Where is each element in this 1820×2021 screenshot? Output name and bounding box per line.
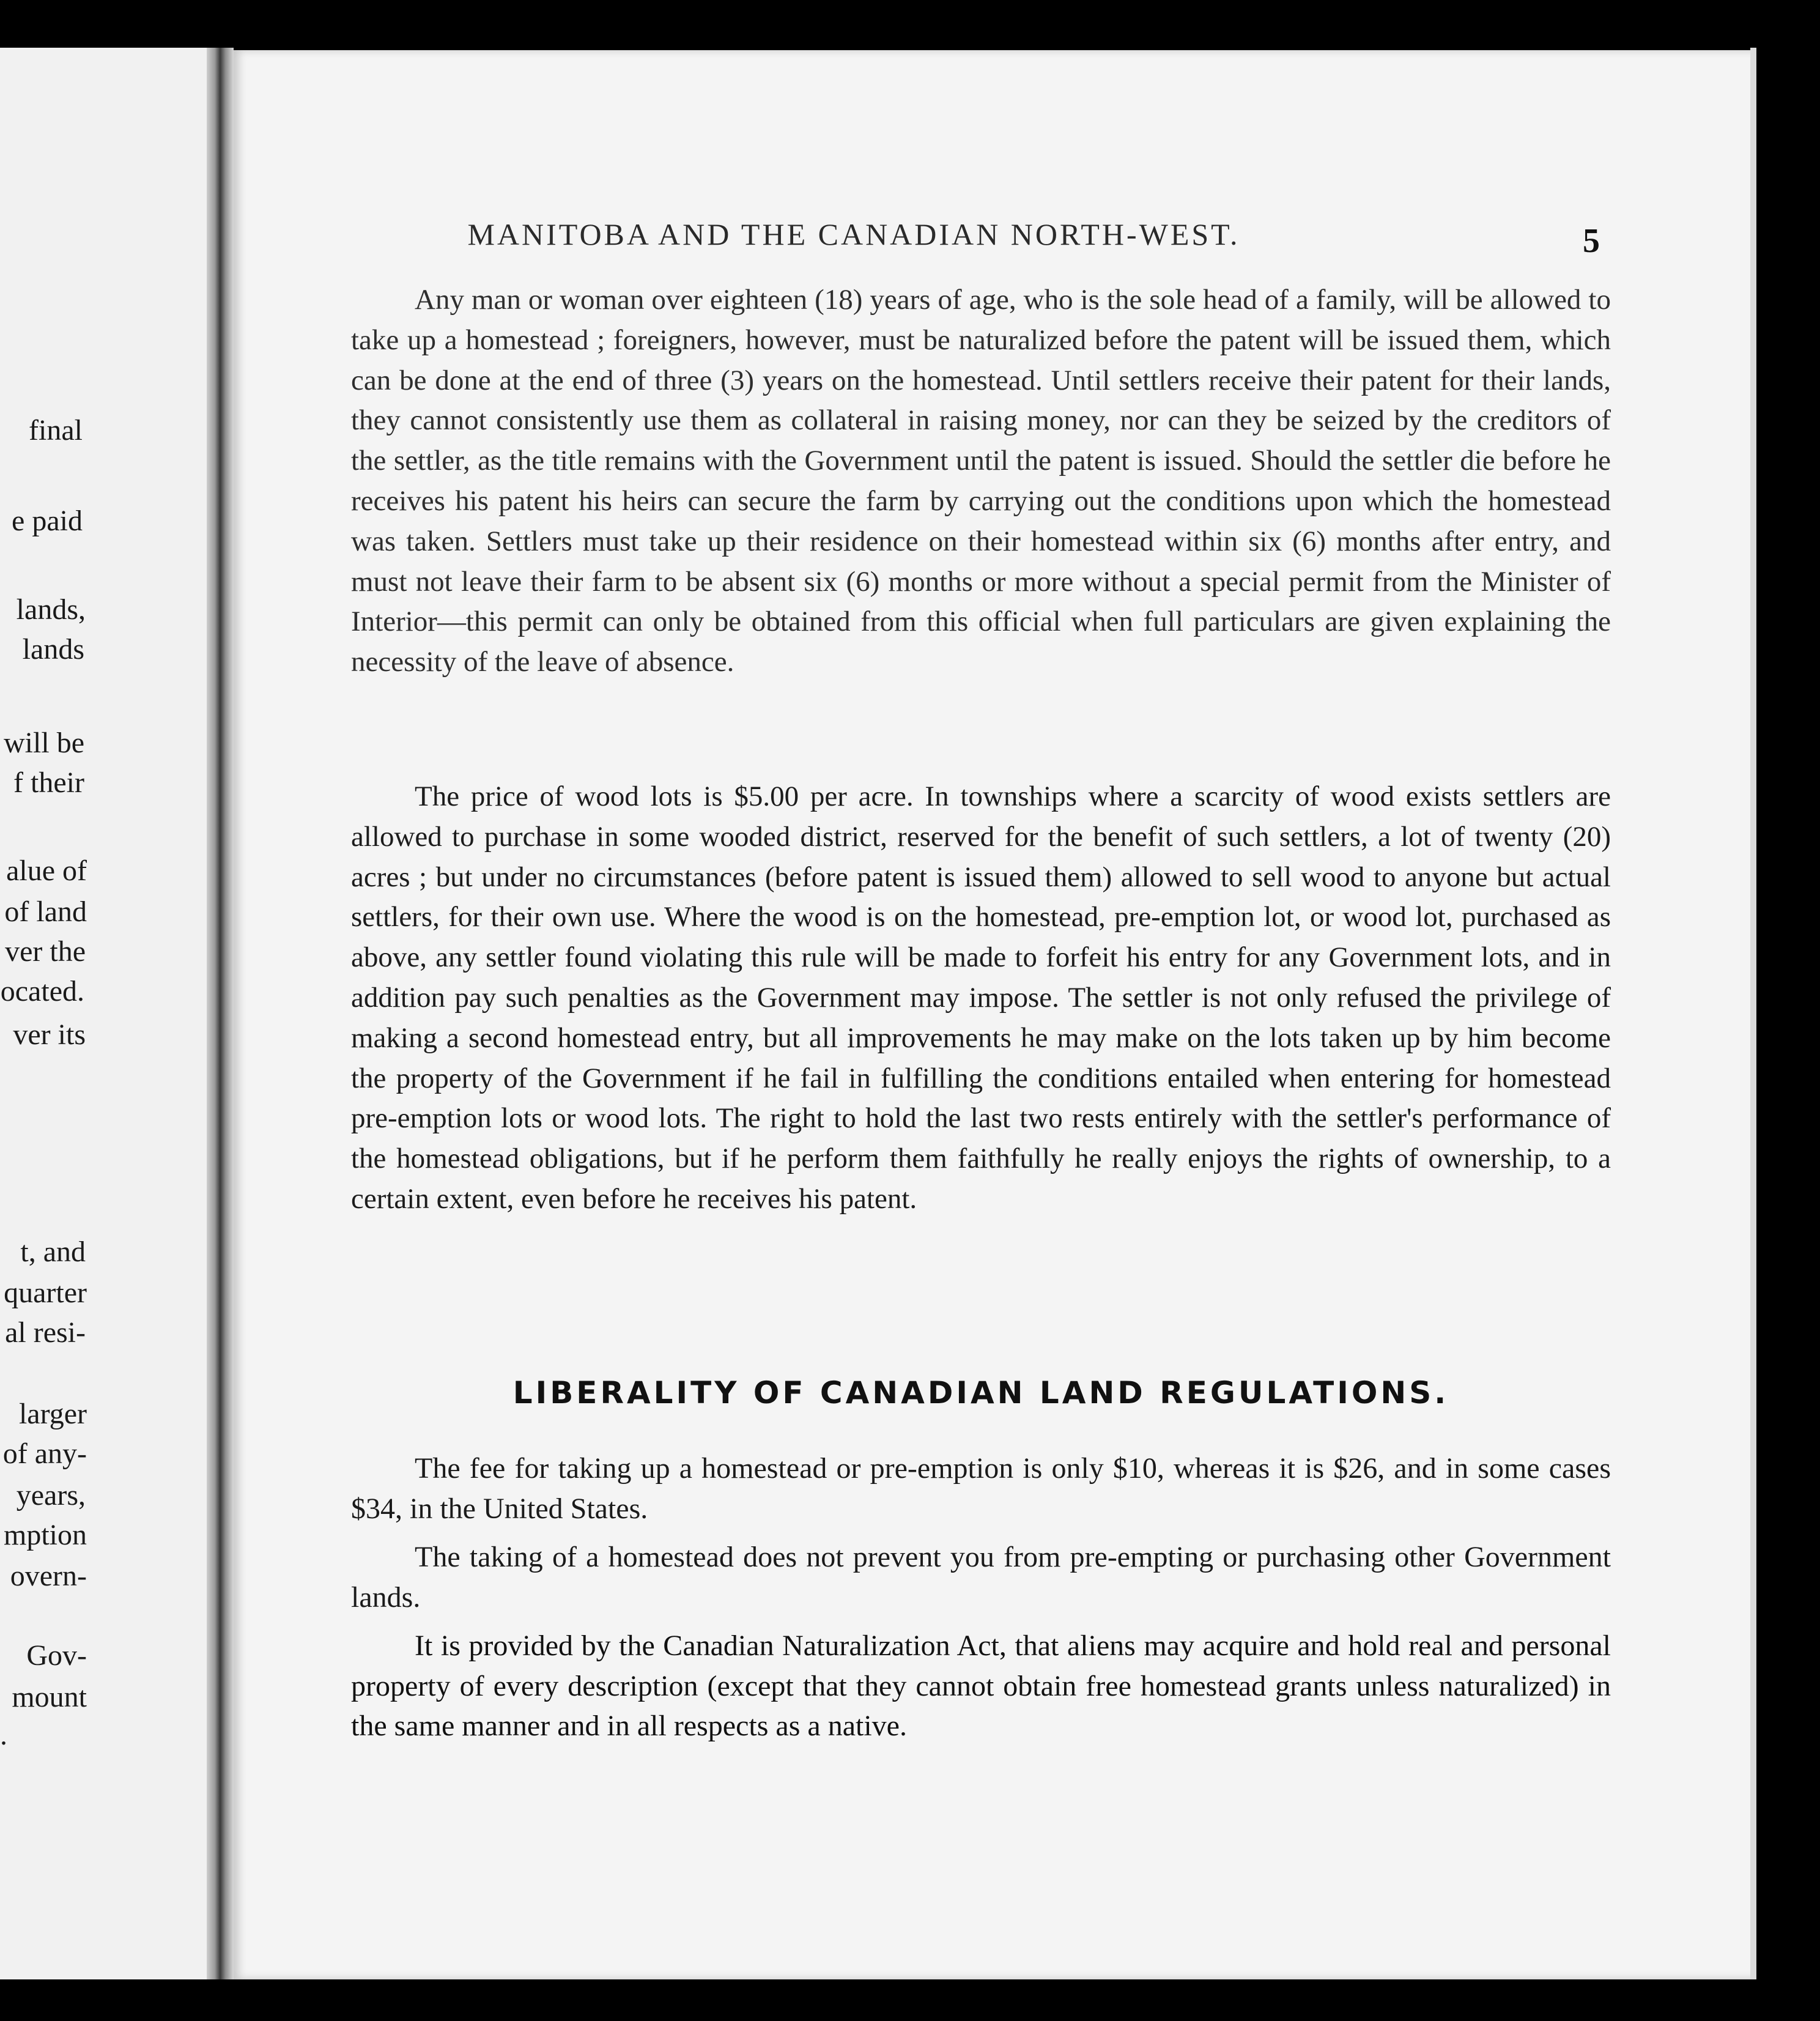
- left-fragment: mount: [12, 1681, 87, 1713]
- left-fragment: will be: [4, 727, 84, 759]
- left-fragment: lands,: [16, 593, 86, 626]
- left-fragment: of any-: [2, 1437, 87, 1470]
- left-fragment: overn-: [10, 1560, 87, 1592]
- left-fragment: ver its: [13, 1018, 86, 1051]
- left-fragment: f their: [13, 766, 84, 799]
- section-paragraph: The fee for taking up a homestead or pre-emption is only $10, whereas it is $26, and in some cases $34, in the United States.: [351, 1452, 1611, 1525]
- left-fragment: of land: [4, 896, 87, 928]
- left-fragment: lands: [22, 633, 84, 666]
- left-fragment: al resi-: [5, 1316, 86, 1349]
- section-paragraph: It is provided by the Canadian Naturalization Act, that aliens may acquire and hold real and personal property of every description (except that they cannot obtain free homestead grants unless naturalized) in the same manner and in all respects as a native.: [351, 1630, 1611, 1742]
- previous-page-fragment: [0, 48, 214, 1979]
- section-paragraph: The taking of a homestead does not prevent you from pre-empting or purchasing other Government lands.: [351, 1541, 1611, 1614]
- left-fragment: ver the: [5, 935, 86, 968]
- running-head: MANITOBA AND THE CANADIAN NORTH-WEST.: [467, 217, 1240, 251]
- left-fragment: years,: [16, 1479, 86, 1511]
- left-fragment: .: [0, 1719, 7, 1751]
- left-fragment: t, and: [20, 1236, 86, 1268]
- left-fragment: ocated.: [0, 975, 84, 1007]
- page-edge: [1750, 48, 1756, 1979]
- book-gutter: [207, 48, 234, 1979]
- left-fragment: final: [29, 414, 83, 447]
- left-fragment: mption: [3, 1519, 87, 1551]
- left-fragment: larger: [18, 1398, 87, 1430]
- left-fragment: alue of: [6, 855, 87, 887]
- body-paragraph: The price of wood lots is $5.00 per acre. In townships where a scarcity of wood exists settlers are allowed to purchase in some wooded district, reserved for the benefit of such settlers, a lot of twenty (20) acres ; but under no circumstances (before patent is issued them) allowed to sell wood to anyone but actual settlers, for their own use. Where the wood is on the homestead, pre-emption lot, or wood lot, purchased as above, any settler found violating this rule will be made to forfeit his entry for any Government lots, and in addition pay such penalties as the Government may impose. The settler is not only refused the privilege of making a second homestead entry, but all improvements he may make on the lots taken up by him become the property of the Government if he fail in fulfilling the conditions entailed when entering for homestead pre-emption lots or wood lots. The right to hold the last two rests entirely with the settler's performance of the homestead obligations, but if he perform them faithfully he really enjoys the rights of ownership, to a certain extent, even before he receives his patent.: [351, 781, 1611, 1215]
- section-heading: LIBERALITY OF CANADIAN LAND REGULATIONS.: [512, 1375, 1449, 1411]
- left-fragment: Gov-: [26, 1639, 87, 1672]
- left-fragment: quarter: [4, 1277, 87, 1309]
- page-number: 5: [1583, 222, 1600, 260]
- left-fragment: e paid: [12, 505, 83, 537]
- body-paragraph: Any man or woman over eighteen (18) years of age, who is the sole head of a family, will be allowed to take up a homestead ; foreigners, however, must be naturalized before the patent will be issued them, which can be done at the end of three (3) years on the homestead. Until settlers receive their patent for their lands, they cannot consistently use them as collateral in raising money, nor can they be seized by the creditors of the settler, as the title remains with the Government until the patent is issued. Should the settler die before he receives his patent his heirs can secure the farm by carrying out the conditions upon which the homestead was taken. Settlers must take up their residence on their homestead within six (6) months after entry, and must not leave their farm to be absent six (6) months or more without a special permit from the Minister of Interior—this permit can only be obtained from this official when full particulars are given explaining the necessity of the leave of absence.: [351, 284, 1611, 678]
